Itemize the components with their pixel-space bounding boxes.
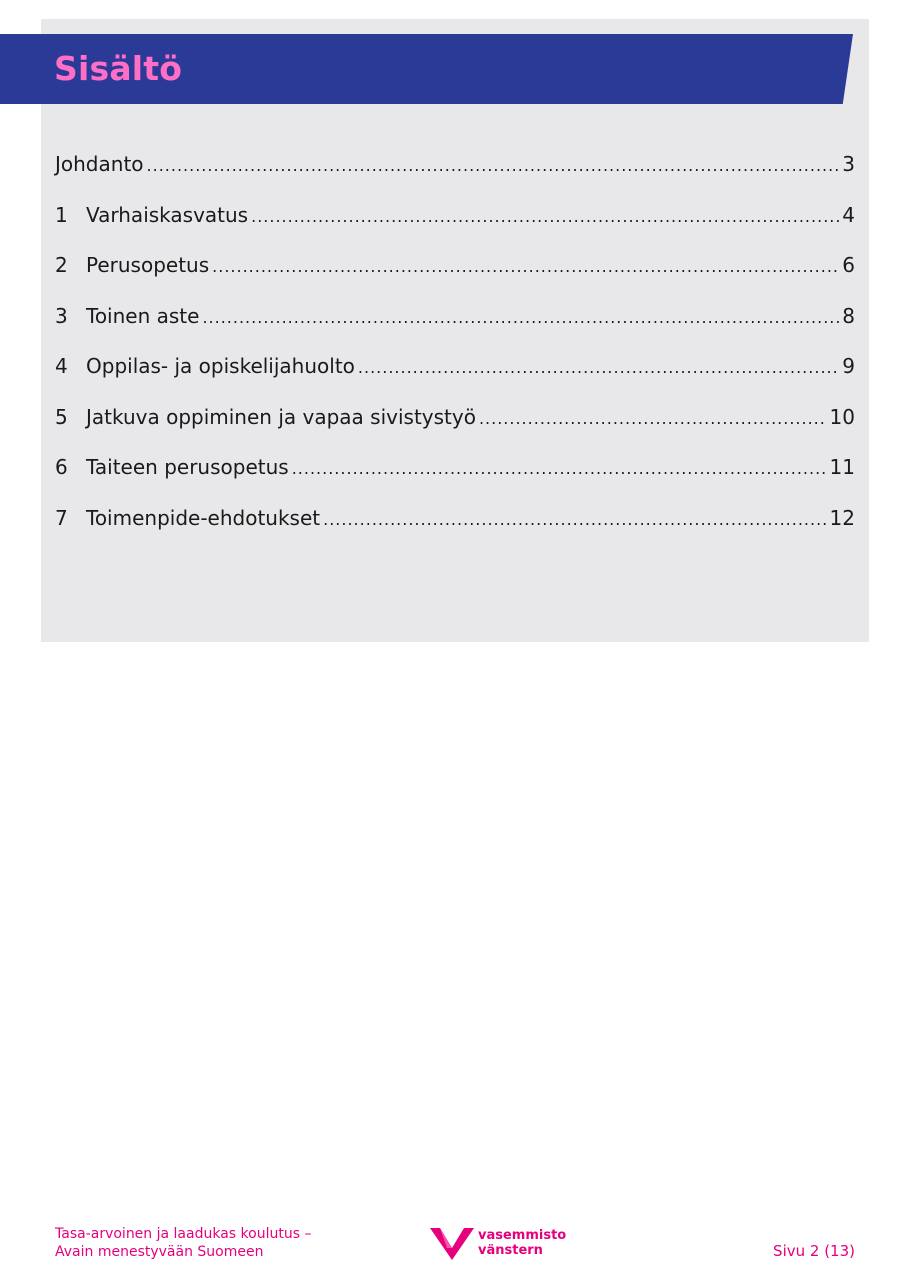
- toc-entry-page: 3: [842, 152, 855, 176]
- toc-entry-label: Toimenpide-ehdotukset: [86, 505, 321, 530]
- toc-entry-page: 8: [842, 303, 855, 328]
- footer-document-title: [55, 1225, 311, 1261]
- toc-entry-page: 6: [842, 253, 855, 277]
- toc-entry-toinen-aste[interactable]: [55, 298, 855, 349]
- page-title: Sisältö: [54, 49, 183, 88]
- toc-entry-number: 3: [55, 303, 68, 328]
- toc-entry-number: 6: [55, 455, 68, 479]
- toc-entry-page: 11: [829, 455, 855, 479]
- toc-entry-number: 5: [55, 404, 68, 429]
- toc-entry-toimenpide-ehdotukset[interactable]: [55, 500, 855, 551]
- toc-entry-jatkuva-oppiminen[interactable]: [55, 399, 855, 450]
- toc-entry-perusopetus[interactable]: [55, 247, 855, 298]
- heart-v-icon: [430, 1226, 474, 1260]
- toc-entry-page: 9: [842, 354, 855, 378]
- toc-entry-page: 4: [842, 202, 855, 227]
- toc-entry-label: Oppilas- ja opiskelijahuolto: [86, 354, 355, 378]
- toc-entry-varhaiskasvatus[interactable]: [55, 197, 855, 248]
- brand-logo-line-1: vasemmisto: [478, 1228, 567, 1243]
- toc-entry-number: 1: [55, 202, 68, 227]
- footer-title-line-1: Tasa-arvoinen ja laadukas koulutus –: [55, 1226, 312, 1242]
- toc-entry-page: 12: [829, 505, 855, 530]
- page-number: Sivu 2 (13): [773, 1242, 855, 1260]
- toc-entry-number: 4: [55, 354, 68, 378]
- toc-leader-dots: [202, 300, 839, 336]
- toc-entry-oppilashuolto[interactable]: [55, 348, 855, 399]
- toc-leader-dots: [358, 350, 839, 386]
- toc-entry-page: 10: [829, 404, 855, 429]
- toc-entry-label: Jatkuva oppiminen ja vapaa sivistystyö: [86, 404, 476, 429]
- toc-leader-dots: [323, 502, 826, 538]
- toc-leader-dots: [251, 199, 839, 235]
- toc-leader-dots: [147, 148, 840, 184]
- brand-logo: [430, 1226, 566, 1260]
- toc-entry-number: 2: [55, 253, 68, 277]
- toc-leader-dots: [292, 451, 827, 487]
- toc-entry-label: Johdanto: [55, 152, 144, 176]
- toc-entry-taiteen-perusopetus[interactable]: [55, 449, 855, 500]
- toc-entry-label: Varhaiskasvatus: [86, 202, 249, 227]
- brand-logo-line-2: vänstern: [478, 1243, 543, 1258]
- toc-entry-label: Toinen aste: [86, 303, 200, 328]
- footer-title-line-2: Avain menestyvään Suomeen: [55, 1244, 264, 1260]
- toc-entry-label: Taiteen perusopetus: [86, 455, 289, 479]
- toc-entry-number: 7: [55, 505, 68, 530]
- brand-logo-text: [478, 1228, 566, 1258]
- toc-entry-label: Perusopetus: [86, 253, 210, 277]
- toc-entry-johdanto[interactable]: [55, 146, 855, 197]
- toc-list: [55, 146, 855, 550]
- toc-leader-dots: [479, 401, 827, 437]
- toc-leader-dots: [212, 249, 839, 285]
